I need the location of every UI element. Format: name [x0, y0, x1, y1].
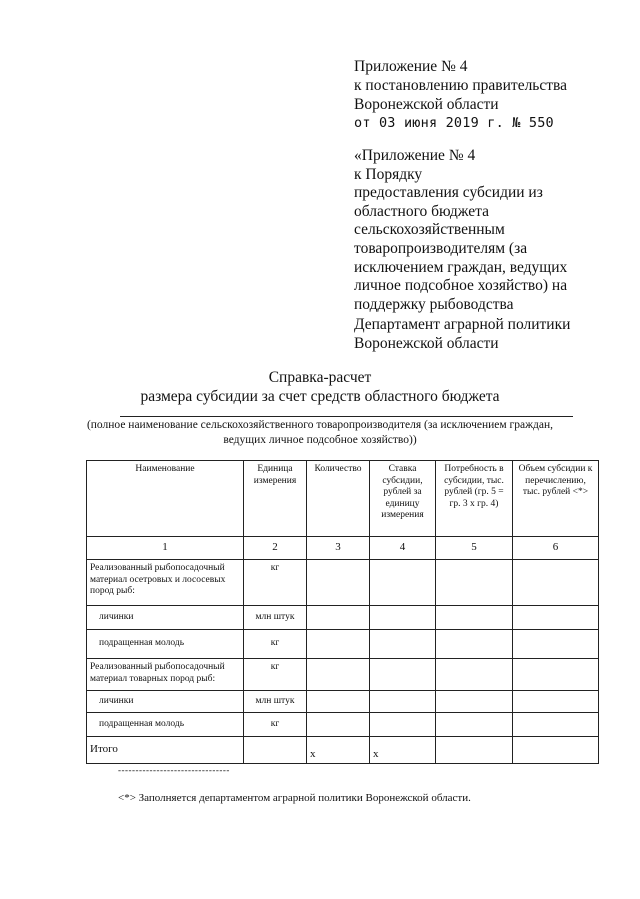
- empty-cell: [370, 630, 436, 659]
- empty-cell: [370, 606, 436, 630]
- empty-cell: [370, 691, 436, 713]
- empty-cell: [307, 659, 370, 691]
- empty-cell: [513, 659, 599, 691]
- header-amount: Объем субсидии к перечислению, тыс. рублей <*>: [513, 461, 599, 537]
- total-rate: x: [370, 737, 436, 764]
- table-row: [87, 691, 599, 713]
- department-block: [354, 316, 570, 353]
- title-subtitle: размера субсидии за счет средств областного бюджета: [140, 387, 500, 405]
- procedure-line: сельскохозяйственным: [354, 221, 505, 239]
- empty-cell: [370, 659, 436, 691]
- col-number: 2: [244, 537, 307, 560]
- empty-cell: [436, 737, 513, 764]
- empty-cell: [370, 560, 436, 606]
- subsidy-table: [86, 460, 599, 764]
- row-unit: кг: [244, 560, 307, 606]
- empty-cell: [307, 560, 370, 606]
- header-quantity: Количество: [307, 461, 370, 537]
- empty-cell: [436, 691, 513, 713]
- procedure-line: «Приложение № 4: [354, 147, 476, 164]
- footnote-separator: --------------------------------: [118, 765, 230, 775]
- empty-cell: [436, 560, 513, 606]
- empty-cell: [436, 630, 513, 659]
- appendix-number: Приложение № 4: [354, 58, 468, 75]
- header-name: Наименование: [87, 461, 244, 537]
- col-number: 1: [87, 537, 244, 560]
- producer-name-line: [120, 416, 573, 417]
- empty-cell: [436, 713, 513, 737]
- procedure-line: поддержку рыбоводства: [354, 295, 514, 313]
- header-unit: Единица измерения: [244, 461, 307, 537]
- header-need: Потребность в субсидии, тыс. рублей (гр. 5 = гр. 3 x гр. 4): [436, 461, 513, 537]
- empty-cell: [307, 606, 370, 630]
- empty-cell: [307, 713, 370, 737]
- procedure-line: к Порядку: [354, 165, 423, 183]
- total-label: Итого: [87, 737, 244, 764]
- col-number: 5: [436, 537, 513, 560]
- table-row: [87, 606, 599, 630]
- row-name: личинки: [87, 606, 244, 630]
- appendix-date-number: от 03 июня 2019 г. № 550: [354, 115, 554, 131]
- procedure-line: предоставления субсидии из: [354, 184, 543, 202]
- row-name: Реализованный рыбопосадочный материал осетровых и лососевых пород рыб:: [87, 560, 244, 606]
- producer-note-line2: ведущих личное подсобное хозяйство)): [223, 434, 417, 446]
- table-header-row: [87, 461, 599, 537]
- empty-cell: [244, 737, 307, 764]
- producer-note-line1: (полное наименование сельскохозяйственного товаропроизводителя (за исключением граждан,: [86, 419, 554, 431]
- department-name: Департамент аграрной политики: [354, 316, 571, 333]
- row-name: подращенная молодь: [87, 713, 244, 737]
- header-rate: Ставка субсидии, рублей за единицу измерения: [370, 461, 436, 537]
- empty-cell: [307, 630, 370, 659]
- footnote-text: <*> Заполняется департаментом аграрной политики Воронежской области.: [118, 792, 471, 804]
- empty-cell: [307, 691, 370, 713]
- appendix-resolution: к постановлению правительства: [354, 77, 568, 94]
- department-region: Воронежской области: [354, 334, 499, 352]
- producer-note: [0, 418, 640, 448]
- total-quantity: x: [307, 737, 370, 764]
- table-total-row: [87, 737, 599, 764]
- empty-cell: [513, 606, 599, 630]
- empty-cell: [513, 737, 599, 764]
- col-number: 6: [513, 537, 599, 560]
- empty-cell: [370, 713, 436, 737]
- procedure-line: областного бюджета: [354, 202, 489, 220]
- appendix-header: [354, 57, 567, 133]
- procedure-line: исключением граждан, ведущих: [354, 258, 568, 276]
- title-main: Справка-расчет: [268, 369, 372, 386]
- empty-cell: [513, 630, 599, 659]
- table-row: [87, 713, 599, 737]
- empty-cell: [513, 713, 599, 737]
- procedure-block: [354, 147, 567, 314]
- table-row: [87, 659, 599, 691]
- col-number: 3: [307, 537, 370, 560]
- empty-cell: [513, 560, 599, 606]
- procedure-line: товаропроизводителям (за: [354, 239, 528, 257]
- row-unit: млн штук: [244, 606, 307, 630]
- appendix-region: Воронежской области: [354, 96, 499, 113]
- table-row: [87, 630, 599, 659]
- row-unit: кг: [244, 659, 307, 691]
- row-unit: млн штук: [244, 691, 307, 713]
- col-number: 4: [370, 537, 436, 560]
- row-name: личинки: [87, 691, 244, 713]
- table-row: [87, 560, 599, 606]
- row-unit: кг: [244, 713, 307, 737]
- row-name: Реализованный рыбопосадочный материал товарных пород рыб:: [87, 659, 244, 691]
- table-number-row: [87, 537, 599, 560]
- empty-cell: [436, 606, 513, 630]
- document-title: [0, 369, 640, 406]
- row-unit: кг: [244, 630, 307, 659]
- empty-cell: [436, 659, 513, 691]
- procedure-line: личное подсобное хозяйство) на: [354, 277, 568, 295]
- empty-cell: [513, 691, 599, 713]
- row-name: подращенная молодь: [87, 630, 244, 659]
